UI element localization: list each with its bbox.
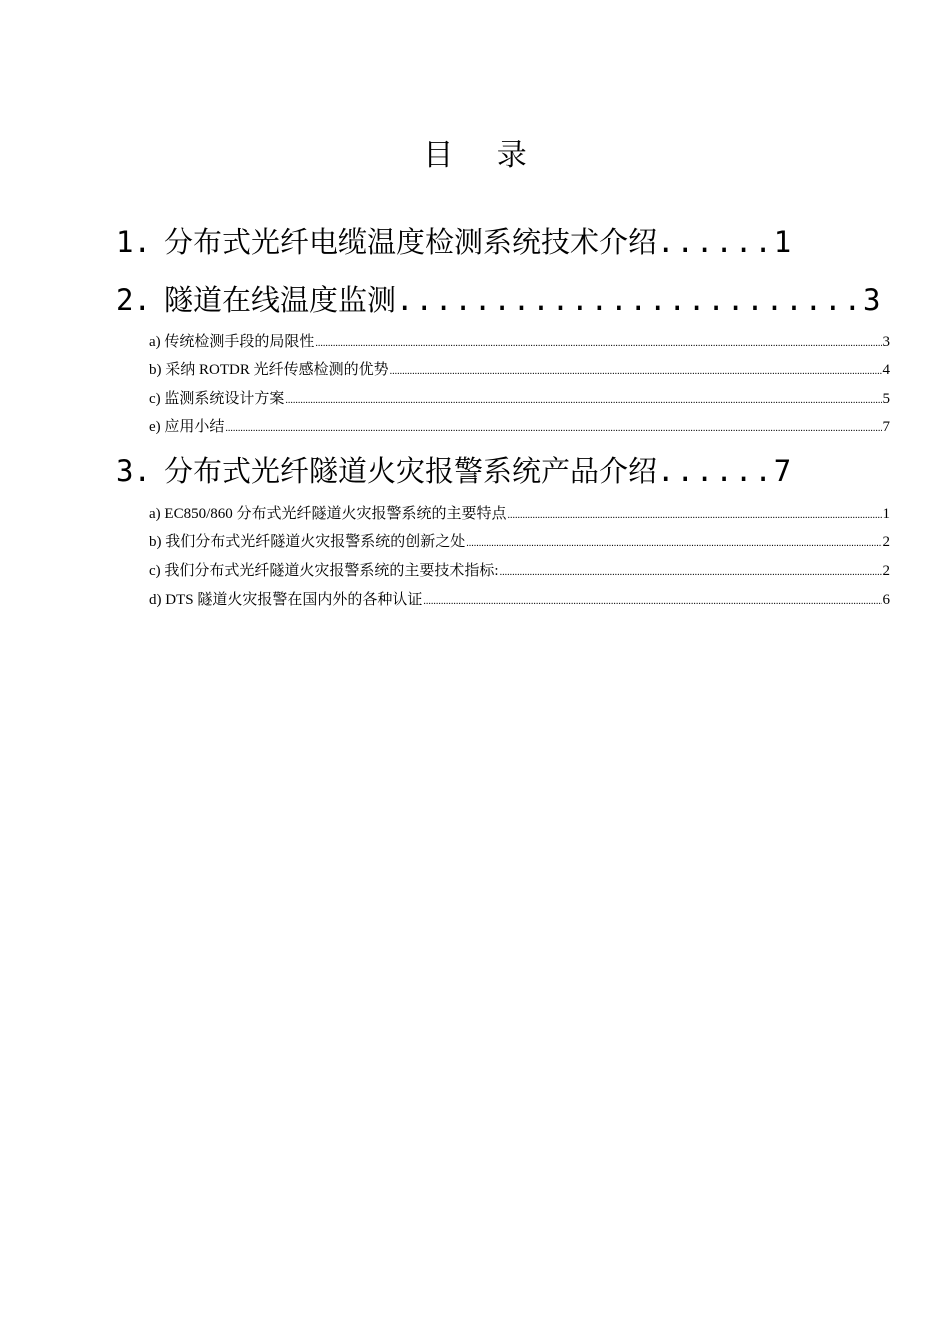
entry-leader <box>508 505 882 527</box>
section-title: 分布式光纤隧道火灾报警系统产品介绍 <box>164 454 658 488</box>
toc-entry-3b[interactable] <box>149 531 890 555</box>
entry-label: d) DTS 隧道火灾报警在国内外的各种认证 <box>149 592 423 608</box>
entry-page-number: 4 <box>882 362 890 378</box>
entry-leader <box>315 333 881 355</box>
toc-title: 目 录 <box>423 138 527 173</box>
entry-page-number: 6 <box>882 592 890 608</box>
entry-page-number: 3 <box>882 334 890 350</box>
entry-leader <box>466 533 881 555</box>
entry-label: c) 我们分布式光纤隧道火灾报警系统的主要技术指标: <box>149 563 499 579</box>
toc-section-1[interactable] <box>116 222 791 262</box>
section-number: 1. <box>116 225 151 259</box>
entry-leader <box>390 361 882 383</box>
section-leader: ...... <box>657 225 774 259</box>
section-title: 分布式光纤电缆温度检测系统技术介绍 <box>164 225 658 259</box>
section-number: 3. <box>116 454 151 488</box>
entry-leader <box>285 390 881 412</box>
entry-label: b) 我们分布式光纤隧道火灾报警系统的创新之处 <box>149 534 466 550</box>
section-title: 隧道在线温度监测 <box>164 283 397 317</box>
entry-page-number: 5 <box>882 391 890 407</box>
entry-leader <box>500 562 882 584</box>
section-page-number: 7 <box>773 454 792 488</box>
toc-entry-3c[interactable] <box>149 560 890 584</box>
entry-label: b) 采纳 ROTDR 光纤传感检测的优势 <box>149 362 389 378</box>
section-leader: ...... <box>657 454 774 488</box>
entry-leader <box>225 418 881 440</box>
entry-page-number: 1 <box>882 506 890 522</box>
entry-label: a) EC850/860 分布式光纤隧道火灾报警系统的主要特点 <box>149 506 507 522</box>
toc-entry-3d[interactable] <box>149 589 890 613</box>
toc-section-2[interactable] <box>116 280 881 320</box>
toc-entry-2b[interactable] <box>149 359 890 383</box>
toc-entry-2c[interactable] <box>149 388 890 412</box>
entry-label: a) 传统检测手段的局限性 <box>149 334 315 350</box>
section-page-number: 1 <box>773 225 792 259</box>
toc-entry-2a[interactable] <box>149 331 890 355</box>
entry-label: e) 应用小结 <box>149 419 225 435</box>
entry-leader <box>423 591 881 613</box>
entry-label: c) 监测系统设计方案 <box>149 391 285 407</box>
toc-section-3[interactable] <box>116 451 791 491</box>
section-number: 2. <box>116 283 151 317</box>
toc-entry-3a[interactable] <box>149 503 890 527</box>
section-leader: ........................ <box>396 283 864 317</box>
toc-entry-2e[interactable] <box>149 416 890 440</box>
section-page-number: 3 <box>863 283 881 317</box>
entry-page-number: 2 <box>882 534 890 550</box>
entry-page-number: 2 <box>882 563 890 579</box>
entry-page-number: 7 <box>882 419 890 435</box>
